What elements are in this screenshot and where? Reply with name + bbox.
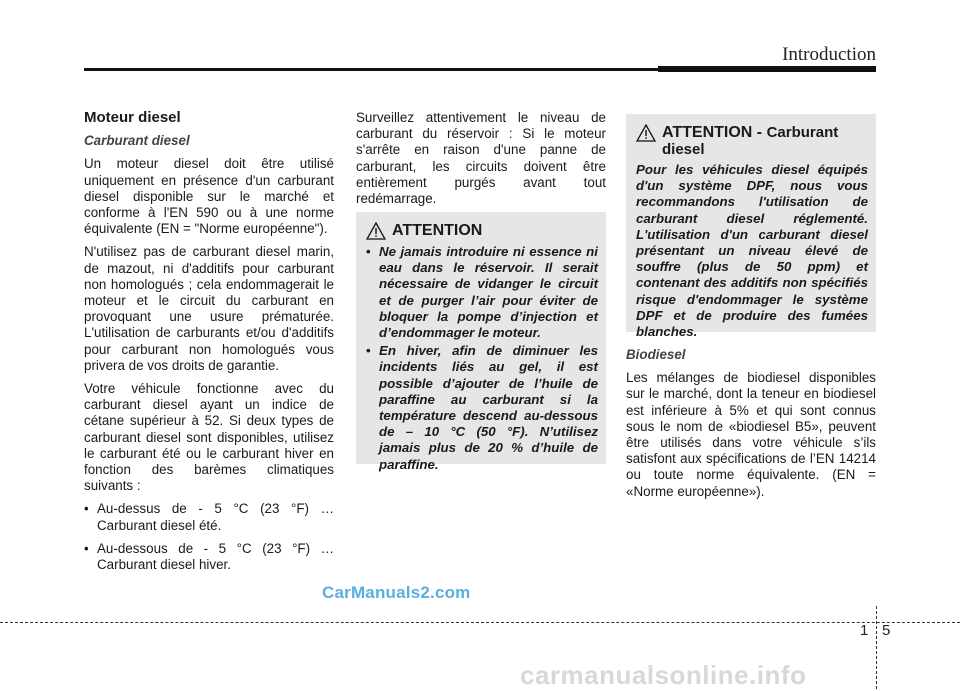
list-item: • Ne jamais introduire ni essence ni eau dans le réservoir. Il serait nécessaire de vidanger le circuit et de purger l’air pour éviter de bloquer la pompe d’injection et d’endommager le moteur. [366, 244, 598, 341]
warning-header [366, 222, 598, 240]
warning-body: Pour les véhicules diesel équipés d'un système DPF, nous vous recommandons l'utilisation de carburant diesel réglementé. L'utilisation d'un carburant diesel présentant un niveau élevé de souffre (plus de 50 ppm) et contenant des additifs non spécifiés risque d'endommager le système DPF et de produire des fumées blanches. [636, 162, 868, 340]
warning-body [366, 244, 598, 473]
warning-triangle-icon [636, 124, 656, 142]
header-rule-accent [658, 66, 876, 72]
subsection-title: Carburant diesel [84, 133, 190, 149]
warning-title [662, 124, 868, 158]
paragraph: Les mélanges de biodiesel disponibles sur le marché, dont la teneur en biodiesel est inférieure à 5% et qui sont connus sous le nom de «biodiesel B5», peuvent être utilisés dans votre véhicule s’ils satisfont aux spécifications de l’EN 14214 ou toute norme équivalente. (EN = «Norme européenne»). [626, 370, 876, 499]
warning-title-sub: Carburant diesel [662, 124, 839, 158]
paragraph: Votre véhicule fonctionne avec du carburant diesel ayant un indice de cétane supérieur à 52. Si deux types de carburant diesel sont disponibles, utilisez le carburant été ou le carburant hiver en fonction des barèmes climatiques suivants : [84, 381, 334, 494]
watermark-link[interactable]: CarManuals2.com [322, 583, 471, 602]
list-item: • Au-dessous de - 5 °C (23 °F) … Carburant diesel hiver. [84, 541, 334, 573]
page-number: 5 [882, 622, 891, 639]
warning-triangle-icon [366, 222, 386, 240]
footer-divider [0, 622, 960, 623]
warning-box-diesel [626, 114, 876, 340]
paragraph: N'utilisez pas de carburant diesel marin, de mazout, ni d'additifs pour carburant non homologués ; cela endommagerait le moteur et le circuit du carburant en provoquant une usure prématurée. L'utilisation de carburants et/ou d'additifs pour carburant non homologués vous privera de vos droits de garantie. [84, 244, 334, 373]
paragraph: Un moteur diesel doit être utilisé uniquement en présence d'un carburant diesel disponible sur le marché et conforme à l'EN 590 ou à une norme équivalente (EN = "Norme européenne"). [84, 156, 334, 237]
paragraph: Surveillez attentivement le niveau de carburant du réservoir : Si le moteur s'arrête en raison d'une panne de carburant, les circuits doivent être entièrement purgés avant tout redémarrage. [356, 110, 606, 207]
warning-header [636, 124, 868, 158]
footer-vertical-divider [876, 606, 877, 689]
warning-title: ATTENTION [392, 222, 483, 239]
column-1 [84, 110, 334, 580]
list-item: • Au-dessus de - 5 °C (23 °F) … Carburant diesel été. [84, 501, 334, 533]
subsection-title: Biodiesel [626, 347, 686, 362]
bullet-list [84, 501, 334, 573]
column-3 [626, 347, 876, 507]
column-2 [356, 110, 606, 214]
warning-box [356, 212, 606, 472]
list-item: • En hiver, afin de diminuer les incidents liés au gel, il est possible d’ajouter de l’huile de paraffine au carburant si la température descend au-dessous de – 10 °C (50 °F). N’utilisez jamais plus de 20 % d’huile de paraffine. [366, 343, 598, 473]
section-title: Moteur diesel [84, 109, 181, 126]
section-number: 1 [860, 622, 869, 639]
footer-watermark: carmanualsonline.info [520, 660, 807, 690]
warning-title-main: ATTENTION - [662, 124, 767, 141]
page-header-title: Introduction [782, 44, 876, 65]
